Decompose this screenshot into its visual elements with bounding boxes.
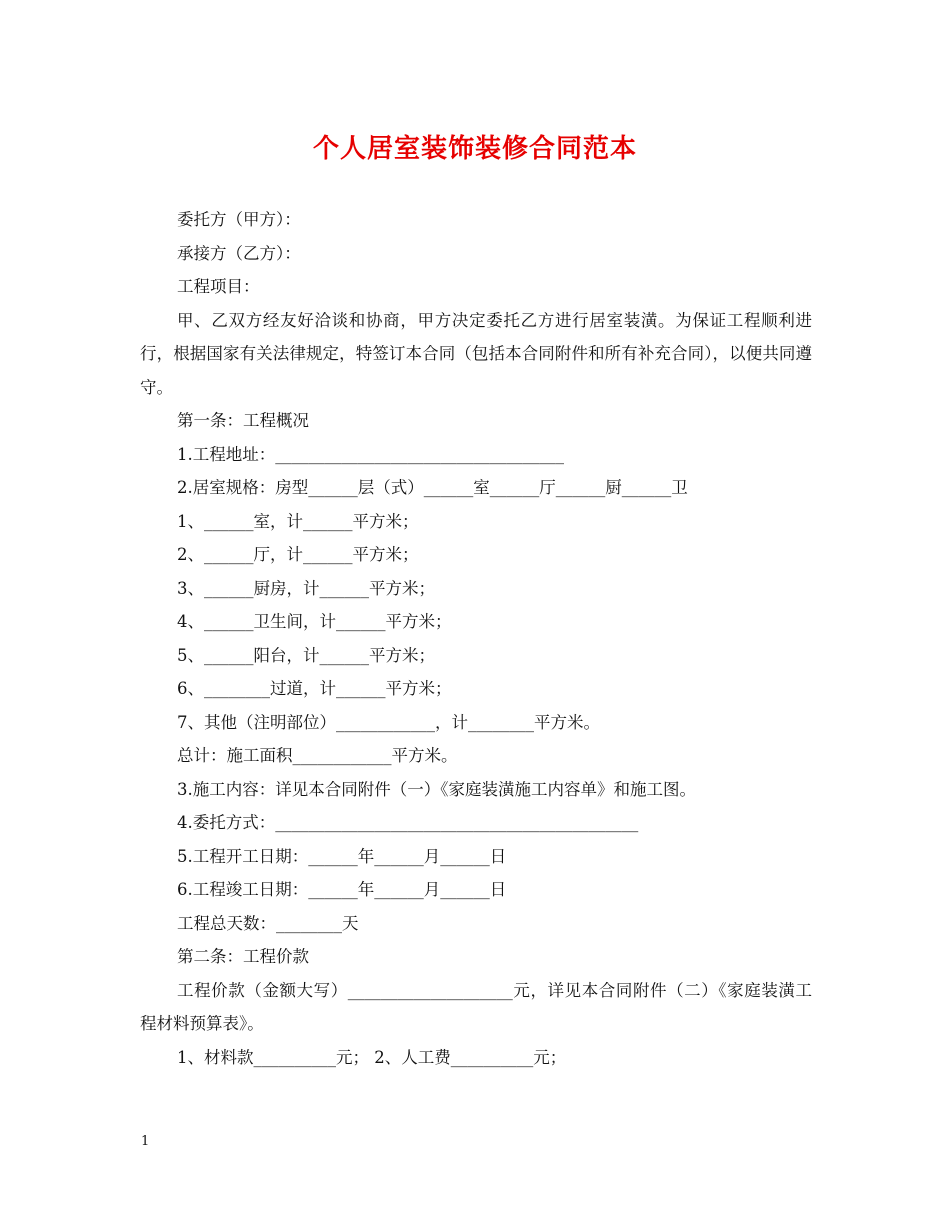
project-address-line: 1.工程地址：___________________________________ — [177, 444, 564, 464]
preamble-paragraph: 甲、乙双方经友好洽谈和协商，甲方决定委托乙方进行居室装潢。为保证工程顺利进行，根据国家有关法律规定，特签订本合同（包括本合同附件和所有补充合同），以便共同遵守。 — [140, 310, 812, 397]
total-area-line: 总计：施工面积____________平方米。 — [177, 746, 458, 765]
total-days-line: 工程总天数：________天 — [177, 913, 359, 933]
commission-method-line: 4.委托方式：____________________________________________ — [177, 813, 639, 832]
room-spec-line: 2.居室规格：房型______层（式）______室______厅______厨______卫 — [177, 478, 688, 497]
kitchen-area-line: 3、______厨房，计______平方米； — [177, 578, 435, 598]
completion-date-line: 6.工程竣工日期：______年______月______日 — [177, 880, 507, 899]
party-b-line: 承接方（乙方）： — [177, 243, 301, 263]
document-body — [140, 203, 812, 1074]
construction-content-line: 3.施工内容：详见本合同附件（一）《家庭装潢施工内容单》和施工图。 — [177, 779, 696, 799]
document-title: 个人居室装饰装修合同范本 — [312, 134, 637, 164]
corridor-area-line: 6、________过道，计______平方米； — [177, 679, 452, 698]
other-area-line: 7、其他（注明部位）____________，计________平方米。 — [177, 712, 600, 732]
article-2-heading: 第二条：工程价款 — [177, 947, 309, 966]
balcony-area-line: 5、______阳台，计______平方米； — [177, 645, 435, 665]
party-a-line: 委托方（甲方）： — [177, 210, 301, 229]
project-line: 工程项目： — [177, 277, 260, 296]
hall-area-line: 2、______厅，计______平方米； — [177, 545, 419, 564]
contract-price-paragraph: 工程价款（金额大写）____________________元，详见本合同附件（二）《家庭装潢工程材料预算表》。 — [140, 980, 812, 1033]
article-1-heading: 第一条：工程概况 — [177, 411, 309, 430]
room-area-line: 1、______室，计______平方米； — [177, 511, 419, 531]
cost-breakdown-line: 1、材料款__________元； 2、人工费__________元； — [177, 1047, 567, 1067]
bathroom-area-line: 4、______卫生间，计______平方米； — [177, 612, 452, 631]
start-date-line: 5.工程开工日期：______年______月______日 — [177, 846, 507, 866]
page-number: 1 — [141, 1134, 150, 1149]
